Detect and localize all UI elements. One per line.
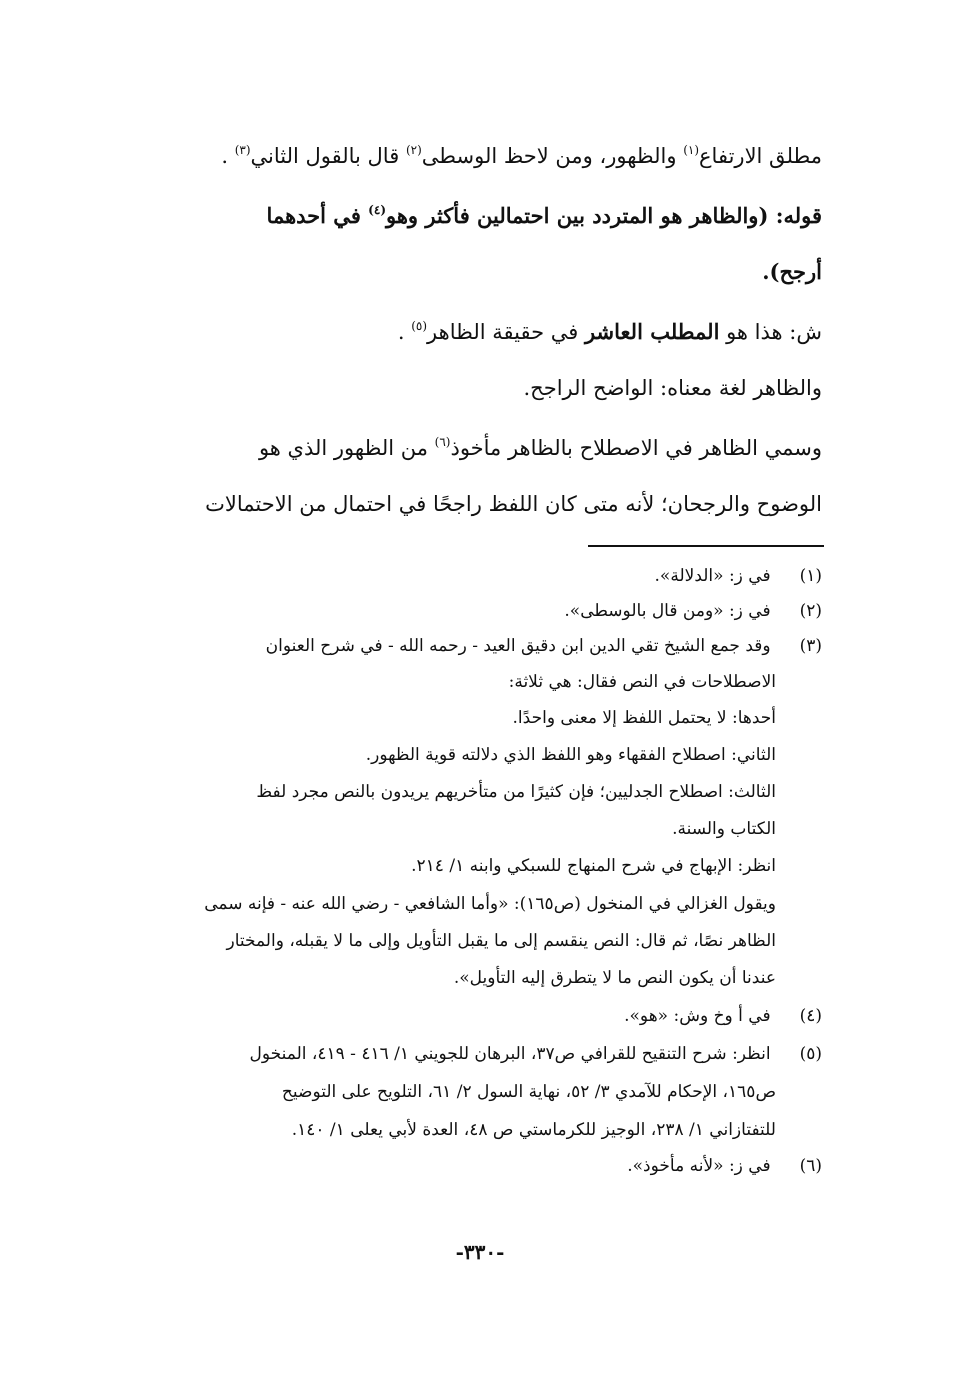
footnote-ref-6[interactable]: (٦)	[434, 435, 451, 449]
footnote-number: (٣)	[799, 636, 822, 656]
text-run: مطلق الارتفاع	[699, 144, 822, 168]
footnote-text: في ز: «ومن قال بالوسطى».	[564, 601, 771, 621]
footnote-number: (١)	[799, 566, 822, 586]
main-text-line-6	[122, 428, 822, 471]
footnote-ref-4[interactable]: (٤)	[368, 203, 386, 217]
footnote-5-line-2: ص١٦٥، الإحكام للآمدي ٣/ ٥٢، نهاية السول ٢/ ٦١، التلويح على التوضيح	[281, 1082, 776, 1102]
footnote-6	[107, 1152, 822, 1180]
main-text-line-5: والظاهر لغة معناه: الواضح الراجح.	[523, 376, 822, 400]
text-run: قال بالقول الثاني	[250, 144, 406, 168]
footnote-ref-1[interactable]: (١)	[683, 143, 700, 157]
footnote-3-line-4: الثاني: اصطلاح الفقهاء وهو اللفظ الذي دلالته قوية الظهور.	[365, 745, 776, 765]
footnote-2	[107, 597, 822, 625]
text-run: وسمي الظاهر في الاصطلاح بالظاهر مأخوذ	[450, 436, 822, 460]
footnote-separator	[588, 545, 824, 547]
footnote-text: وقد جمع الشيخ تقي الدين ابن دقيق العيد - رحمه الله - في شرح العنوان	[265, 636, 771, 656]
main-text-line-1	[122, 136, 822, 179]
footnote-text: في أ وخ وش: «هو».	[624, 1006, 771, 1026]
footnote-3	[107, 632, 822, 660]
footnote-text: انظر: شرح التنقيح للقرافي ص٣٧، البرهان للجويني ١/ ٤١٦ - ٤١٩، المنخول	[249, 1044, 771, 1064]
footnote-3-line-8: ويقول الغزالي في المنخول (ص١٦٥): «وأما الشافعي - رضي الله عنه - فإنه سمى	[204, 894, 776, 914]
text-run: من الظهور الذي هو	[258, 436, 435, 460]
text-run: ش: هذا هو	[719, 320, 822, 344]
main-text-line-4	[122, 312, 822, 355]
footnote-number: (٤)	[799, 1006, 822, 1026]
footnote-ref-2[interactable]: (٢)	[405, 143, 422, 157]
page-number: -٣٣٠-	[455, 1240, 505, 1264]
text-run: في حقيقة الظاهر	[427, 320, 585, 344]
footnote-number: (٢)	[799, 601, 822, 621]
footnote-ref-5[interactable]: (٥)	[411, 319, 428, 333]
text-run: .	[221, 144, 235, 168]
footnote-3-line-3: أحدها: لا يحتمل اللفظ إلا معنى واحدًا.	[512, 708, 776, 728]
main-text-line-7: الوضوح والرجحان؛ لأنه متى كان اللفظ راجحًا في احتمال من الاحتمالات	[205, 492, 822, 516]
footnote-text: في ز: «الدلالة».	[654, 566, 771, 586]
main-text-line-3: أرجح).	[762, 259, 822, 284]
text-run: .	[397, 320, 412, 344]
text-run: والظهور، ومن لاحظ الوسطى	[421, 144, 684, 168]
footnote-text: في ز: «لأنه مأخوذ».	[627, 1156, 771, 1176]
footnote-5	[107, 1040, 822, 1068]
footnote-3-line-9: الظاهر نصًا، ثم قال: النص ينقسم إلى ما يقبل التأويل وإلى ما لا يقبله، والمختار	[226, 931, 776, 951]
footnote-number: (٦)	[799, 1156, 822, 1176]
text-run: قوله: (والظاهر هو المتردد بين احتمالين فأكثر وهو	[386, 203, 822, 228]
footnote-ref-3[interactable]: (٣)	[234, 143, 251, 157]
main-text-line-2	[122, 196, 822, 239]
footnote-number: (٥)	[799, 1044, 822, 1064]
section-title: المطلب العاشر	[584, 319, 720, 344]
footnote-3-line-5: الثالث: اصطلاح الجدليين؛ فإن كثيرًا من متأخريهم يريدون بالنص مجرد لفظ	[256, 782, 776, 802]
footnote-4	[107, 1002, 822, 1030]
footnote-3-line-6: الكتاب والسنة.	[672, 819, 776, 839]
footnote-5-line-3: للتفتازاني ١/ ٢٣٨، الوجيز للكرماستي ص ٤٨، العدة لأبي يعلى ١/ ١٤٠.	[291, 1120, 776, 1140]
footnote-3-line-2: الاصطلاحات في النص فقال: هي ثلاثة:	[508, 672, 776, 692]
footnote-3-line-7: انظر: الإبهاج في شرح المنهاج للسبكي وابنه ١/ ٢١٤.	[411, 856, 776, 876]
footnote-1	[107, 562, 822, 590]
footnote-3-line-10: عندنا أن يكون النص ما لا يتطرق إليه التأويل».	[453, 968, 776, 988]
text-run: في أحدهما	[266, 203, 369, 228]
